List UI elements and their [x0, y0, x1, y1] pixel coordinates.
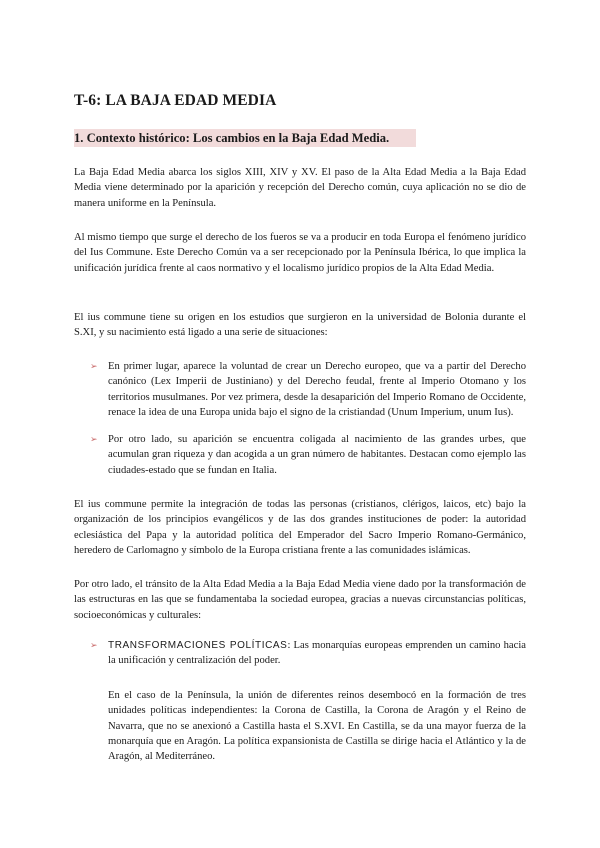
bullet-text: En primer lugar, aparece la voluntad de crear un Derecho europeo, que va a partir del Derecho canónico (Lex Imperii de Justiniano) y del Derecho feudal, frente al Imperio Otomano y los territorios musulmanes. Por vez primera, desde la desaparición del Imperio Romano de Occidente, renace la idea de una Europa unida bajo el signo de la cristiandad (Unum Imperium, unum Ius). [108, 361, 526, 418]
paragraph-ius-commune: Al mismo tiempo que surge el derecho de los fueros se va a producir en toda Europa el fenómeno jurídico del Ius Commune. Este Derecho Común va a ser recepcionado por la Península Ibérica, lo que implica la unificación jurídica frente al caos normativo y el localismo jurídico propios de la Alta Edad Media. [74, 232, 526, 274]
political-transformations-label: TRANSFORMACIONES POLÍTICAS [108, 640, 288, 651]
political-transformations-text: : Las monarquías europeas emprenden un camino hacia la unificación y centralización del poder. [108, 640, 526, 667]
paragraph-transition: Por otro lado, el tránsito de la Alta Edad Media a la Baja Edad Media viene dado por la transformación de las estructuras en las que se fundamentaba la sociedad europea, gracias a nuevas circunstancias políticas, socioeconómicas y culturales: [74, 579, 526, 621]
paragraph-origin: El ius commune tiene su origen en los estudios que surgieron en la universidad de Bolonia durante el S.XI, y su nacimiento está ligado a una serie de situaciones: [74, 312, 526, 339]
paragraph-integration: El ius commune permite la integración de todas las personas (cristianos, clérigos, laicos, etc) bajo la organización de los principios evangélicos y de las dos grandes instituciones de poder: la autoridad eclesiástica del Papa y la autoridad política del Emperador del Sacro Imperio Romano-Germánico, heredero de Carlomagno y símbolo de la Europa cristiana frente a las comunidades islámicas. [74, 499, 526, 556]
paragraph-peninsula: En el caso de la Península, la unión de diferentes reinos desembocó en la formación de tres unidades políticas independientes: la Corona de Castilla, la Corona de Aragón y el Reino de Navarra, que no se anexionó a Castilla hasta el S.XVI. En Castilla, se da una mayor fuerza de la monarquía que en Aragón. La política expansionista de Castilla se dirige hacia el Atlántico y la de Aragón, al Mediterráneo. [108, 690, 526, 763]
arrow-bullet-icon: ➢ [90, 361, 98, 371]
list-item [90, 432, 526, 478]
arrow-bullet-icon: ➢ [90, 640, 98, 650]
list-item [90, 638, 526, 669]
bullet-text: Por otro lado, su aparición se encuentra coligada al nacimiento de las grandes urbes, que acumulan gran riqueza y dan acogida a un gran número de habitantes. Destacan como ejemplo las ciudades-estado que se fundan en Italia. [108, 434, 526, 476]
paragraph-intro: La Baja Edad Media abarca los siglos XIII, XIV y XV. El paso de la Alta Edad Media a la Baja Edad Media viene determinado por la aparición y recepción del Derecho común, cuya aplicación no se dio de manera uniforme en la Península. [74, 167, 526, 209]
bullet-text [108, 638, 526, 669]
list-item [90, 359, 526, 420]
arrow-bullet-icon: ➢ [90, 434, 98, 444]
page-title: T-6: LA BAJA EDAD MEDIA [74, 92, 277, 109]
section-heading: 1. Contexto histórico: Los cambios en la Baja Edad Media. [74, 129, 416, 147]
